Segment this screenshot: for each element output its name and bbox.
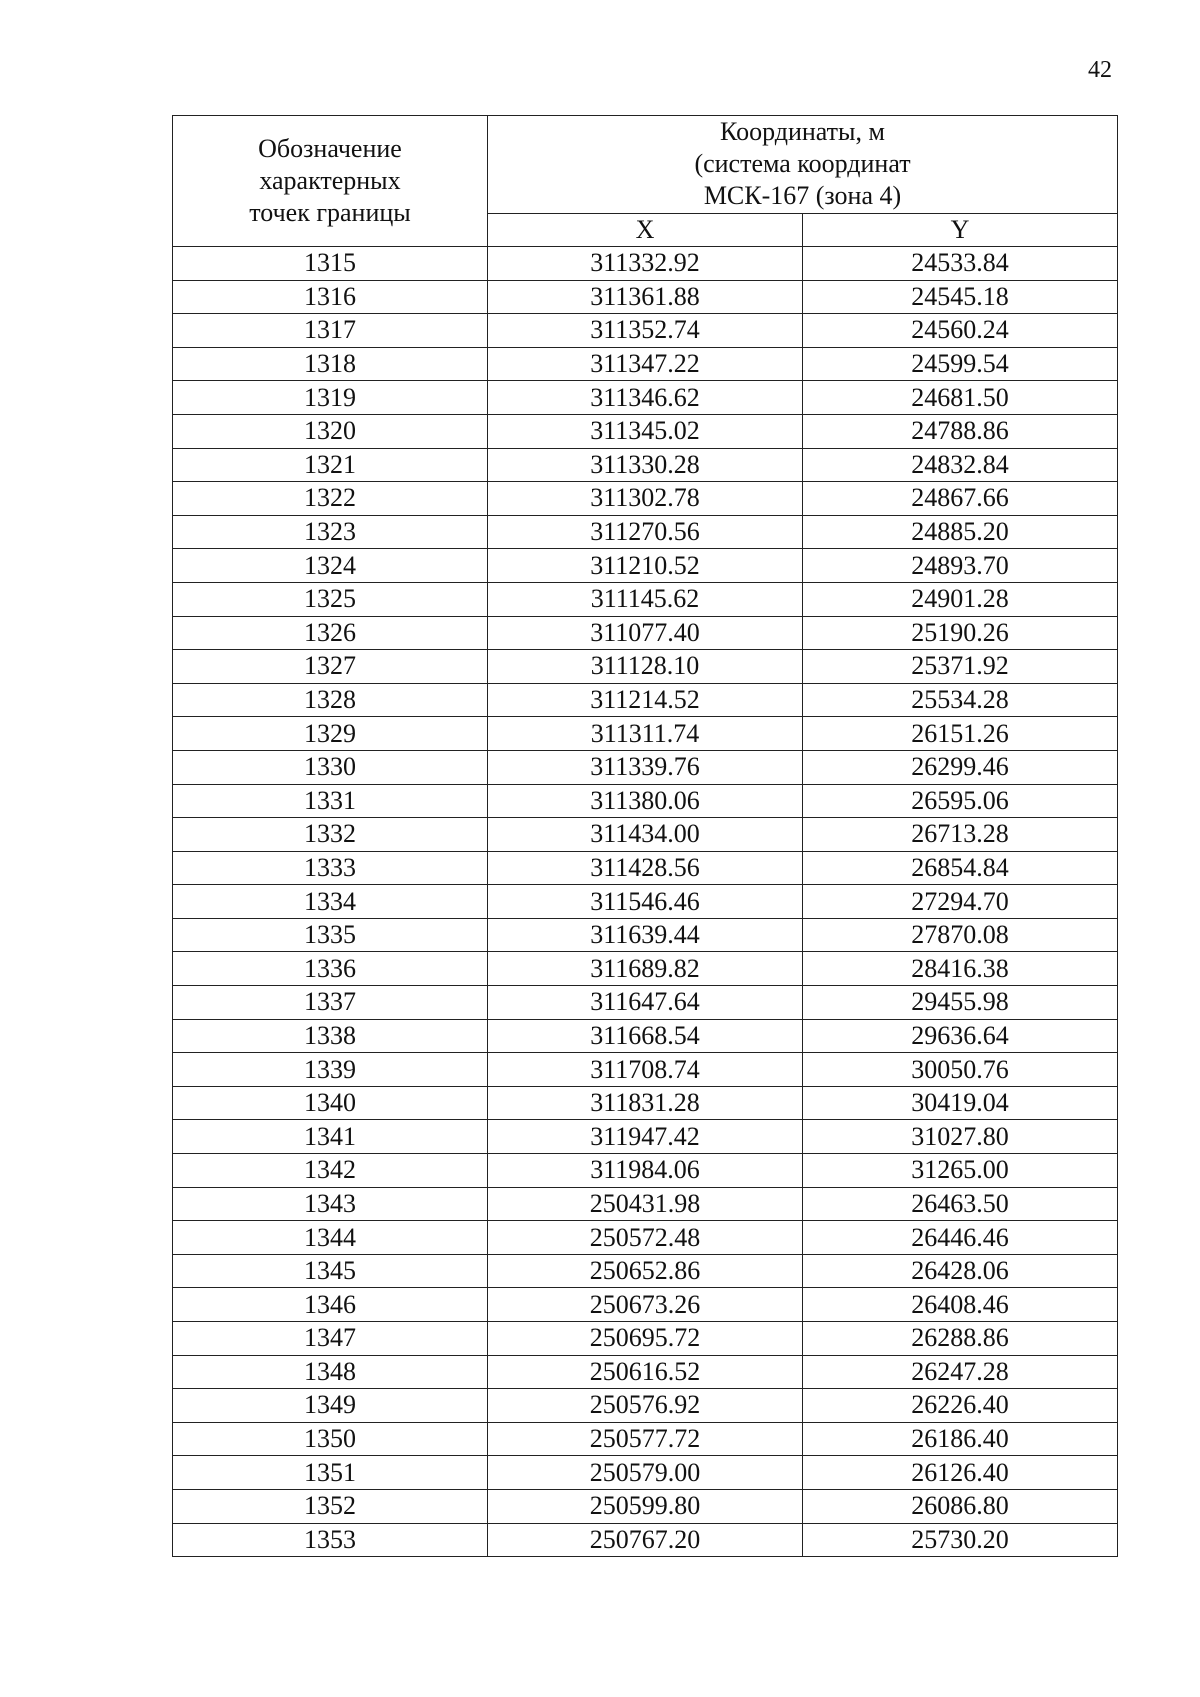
point-cell: 1320 [173, 414, 488, 448]
point-cell: 1331 [173, 784, 488, 818]
x-cell: 250695.72 [488, 1322, 803, 1356]
x-cell: 250579.00 [488, 1456, 803, 1490]
y-cell: 26463.50 [803, 1187, 1118, 1221]
table-header [173, 116, 1118, 247]
x-cell: 311639.44 [488, 918, 803, 952]
y-cell: 26186.40 [803, 1422, 1118, 1456]
y-cell: 24867.66 [803, 482, 1118, 516]
point-cell: 1352 [173, 1489, 488, 1523]
point-cell: 1345 [173, 1254, 488, 1288]
table-row [173, 1187, 1118, 1221]
x-cell: 311428.56 [488, 851, 803, 885]
x-cell: 250616.52 [488, 1355, 803, 1389]
table-row [173, 1523, 1118, 1557]
table-row [173, 952, 1118, 986]
table-row [173, 717, 1118, 751]
y-cell: 26428.06 [803, 1254, 1118, 1288]
y-cell: 27870.08 [803, 918, 1118, 952]
x-cell: 311546.46 [488, 885, 803, 919]
point-cell: 1324 [173, 549, 488, 583]
x-cell: 250576.92 [488, 1389, 803, 1423]
point-cell: 1317 [173, 314, 488, 348]
x-cell: 250673.26 [488, 1288, 803, 1322]
y-cell: 24893.70 [803, 549, 1118, 583]
point-cell: 1334 [173, 885, 488, 919]
x-cell: 311708.74 [488, 1053, 803, 1087]
table-row [173, 1355, 1118, 1389]
point-cell: 1323 [173, 515, 488, 549]
point-cell: 1350 [173, 1422, 488, 1456]
table-row [173, 1221, 1118, 1255]
x-cell: 311647.64 [488, 986, 803, 1020]
table-body [173, 247, 1118, 1557]
table-row [173, 1422, 1118, 1456]
point-cell: 1340 [173, 1086, 488, 1120]
y-cell: 27294.70 [803, 885, 1118, 919]
table-row [173, 1086, 1118, 1120]
point-cell: 1327 [173, 650, 488, 684]
table-row [173, 918, 1118, 952]
x-cell: 311345.02 [488, 414, 803, 448]
y-cell: 26247.28 [803, 1355, 1118, 1389]
y-cell: 26713.28 [803, 818, 1118, 852]
table-row [173, 280, 1118, 314]
header-point-designation: Обозначение характерных точек границы [173, 116, 488, 247]
x-cell: 250572.48 [488, 1221, 803, 1255]
table-row [173, 515, 1118, 549]
table-row [173, 750, 1118, 784]
point-cell: 1326 [173, 616, 488, 650]
point-cell: 1336 [173, 952, 488, 986]
table-row [173, 448, 1118, 482]
x-cell: 311077.40 [488, 616, 803, 650]
x-cell: 311145.62 [488, 582, 803, 616]
y-cell: 24901.28 [803, 582, 1118, 616]
x-cell: 250599.80 [488, 1489, 803, 1523]
table-row [173, 1019, 1118, 1053]
point-cell: 1339 [173, 1053, 488, 1087]
y-cell: 25371.92 [803, 650, 1118, 684]
table-row [173, 784, 1118, 818]
table-row [173, 549, 1118, 583]
table-row [173, 381, 1118, 415]
y-cell: 25730.20 [803, 1523, 1118, 1557]
x-cell: 311128.10 [488, 650, 803, 684]
y-cell: 26408.46 [803, 1288, 1118, 1322]
table-row [173, 818, 1118, 852]
point-cell: 1321 [173, 448, 488, 482]
table-row [173, 1053, 1118, 1087]
y-cell: 25534.28 [803, 683, 1118, 717]
y-cell: 24681.50 [803, 381, 1118, 415]
page-number: 42 [1088, 57, 1112, 83]
x-cell: 311346.62 [488, 381, 803, 415]
y-cell: 31027.80 [803, 1120, 1118, 1154]
header-x: X [488, 213, 803, 246]
point-cell: 1315 [173, 247, 488, 281]
x-cell: 311352.74 [488, 314, 803, 348]
y-cell: 26288.86 [803, 1322, 1118, 1356]
header-y: Y [803, 213, 1118, 246]
point-cell: 1353 [173, 1523, 488, 1557]
point-cell: 1342 [173, 1154, 488, 1188]
x-cell: 311302.78 [488, 482, 803, 516]
point-cell: 1322 [173, 482, 488, 516]
y-cell: 24545.18 [803, 280, 1118, 314]
x-cell: 311831.28 [488, 1086, 803, 1120]
y-cell: 26086.80 [803, 1489, 1118, 1523]
table-row [173, 1489, 1118, 1523]
y-cell: 29455.98 [803, 986, 1118, 1020]
y-cell: 26126.40 [803, 1456, 1118, 1490]
table-row [173, 247, 1118, 281]
x-cell: 311332.92 [488, 247, 803, 281]
x-cell: 311311.74 [488, 717, 803, 751]
y-cell: 24533.84 [803, 247, 1118, 281]
y-cell: 26151.26 [803, 717, 1118, 751]
point-cell: 1333 [173, 851, 488, 885]
table-row [173, 1154, 1118, 1188]
y-cell: 24560.24 [803, 314, 1118, 348]
y-cell: 24832.84 [803, 448, 1118, 482]
point-cell: 1328 [173, 683, 488, 717]
table-row [173, 1389, 1118, 1423]
table-row [173, 986, 1118, 1020]
x-cell: 311380.06 [488, 784, 803, 818]
table-row [173, 683, 1118, 717]
y-cell: 26446.46 [803, 1221, 1118, 1255]
x-cell: 250577.72 [488, 1422, 803, 1456]
table-row [173, 885, 1118, 919]
table-row [173, 650, 1118, 684]
y-cell: 24599.54 [803, 347, 1118, 381]
point-cell: 1318 [173, 347, 488, 381]
x-cell: 311984.06 [488, 1154, 803, 1188]
point-cell: 1335 [173, 918, 488, 952]
table-row [173, 1456, 1118, 1490]
table-row [173, 851, 1118, 885]
point-cell: 1316 [173, 280, 488, 314]
table-row [173, 1322, 1118, 1356]
x-cell: 311434.00 [488, 818, 803, 852]
point-cell: 1329 [173, 717, 488, 751]
point-cell: 1337 [173, 986, 488, 1020]
y-cell: 24885.20 [803, 515, 1118, 549]
table-row [173, 1254, 1118, 1288]
table-row [173, 1288, 1118, 1322]
y-cell: 25190.26 [803, 616, 1118, 650]
header-coordinates: Координаты, м (система координат МСК-167 (зона 4) [488, 116, 1118, 214]
x-cell: 311210.52 [488, 549, 803, 583]
point-cell: 1341 [173, 1120, 488, 1154]
y-cell: 26595.06 [803, 784, 1118, 818]
point-cell: 1343 [173, 1187, 488, 1221]
table-row [173, 1120, 1118, 1154]
x-cell: 311339.76 [488, 750, 803, 784]
y-cell: 30050.76 [803, 1053, 1118, 1087]
x-cell: 311270.56 [488, 515, 803, 549]
point-cell: 1346 [173, 1288, 488, 1322]
y-cell: 26226.40 [803, 1389, 1118, 1423]
x-cell: 311947.42 [488, 1120, 803, 1154]
x-cell: 250431.98 [488, 1187, 803, 1221]
point-cell: 1348 [173, 1355, 488, 1389]
point-cell: 1325 [173, 582, 488, 616]
y-cell: 26854.84 [803, 851, 1118, 885]
x-cell: 250652.86 [488, 1254, 803, 1288]
point-cell: 1351 [173, 1456, 488, 1490]
x-cell: 250767.20 [488, 1523, 803, 1557]
x-cell: 311668.54 [488, 1019, 803, 1053]
table-row [173, 347, 1118, 381]
point-cell: 1347 [173, 1322, 488, 1356]
y-cell: 30419.04 [803, 1086, 1118, 1120]
point-cell: 1330 [173, 750, 488, 784]
table-row [173, 314, 1118, 348]
y-cell: 26299.46 [803, 750, 1118, 784]
point-cell: 1319 [173, 381, 488, 415]
point-cell: 1338 [173, 1019, 488, 1053]
x-cell: 311214.52 [488, 683, 803, 717]
table-row [173, 482, 1118, 516]
y-cell: 31265.00 [803, 1154, 1118, 1188]
x-cell: 311347.22 [488, 347, 803, 381]
table-row [173, 616, 1118, 650]
coordinates-table [172, 115, 1118, 1557]
table-row [173, 582, 1118, 616]
y-cell: 28416.38 [803, 952, 1118, 986]
table-row [173, 414, 1118, 448]
x-cell: 311330.28 [488, 448, 803, 482]
x-cell: 311689.82 [488, 952, 803, 986]
point-cell: 1332 [173, 818, 488, 852]
point-cell: 1344 [173, 1221, 488, 1255]
point-cell: 1349 [173, 1389, 488, 1423]
y-cell: 29636.64 [803, 1019, 1118, 1053]
y-cell: 24788.86 [803, 414, 1118, 448]
x-cell: 311361.88 [488, 280, 803, 314]
